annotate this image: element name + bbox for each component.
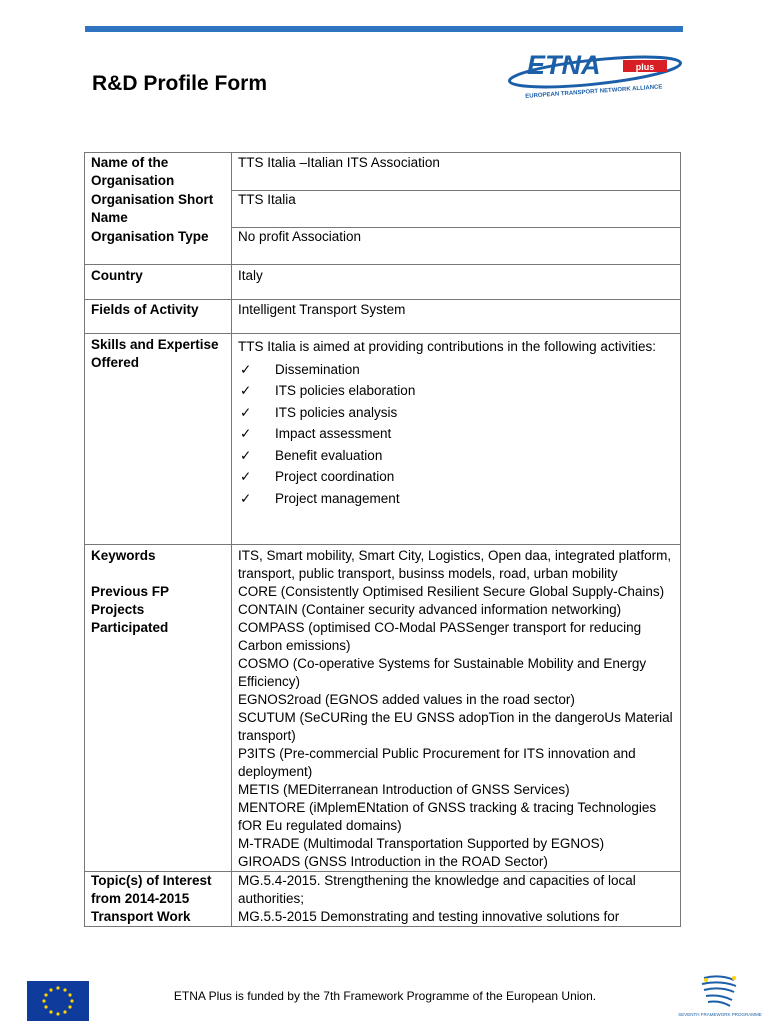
short-name-label: Organisation Short Name bbox=[85, 191, 232, 228]
profile-form-table bbox=[84, 152, 681, 927]
topics-value bbox=[232, 871, 681, 926]
skill-text: ITS policies elaboration bbox=[275, 383, 416, 398]
skill-text: Impact assessment bbox=[275, 426, 392, 441]
list-item bbox=[238, 488, 674, 510]
skill-text: Project management bbox=[275, 490, 400, 506]
country-value: Italy bbox=[232, 264, 681, 299]
project-entry: METIS (MEDiterranean Introduction of GNSS Services) bbox=[238, 781, 570, 797]
top-accent-bar bbox=[85, 26, 683, 32]
logo-subtitle: EUROPEAN TRANSPORT NETWORK ALLIANCE bbox=[525, 84, 663, 100]
page-title: R&D Profile Form bbox=[92, 72, 268, 95]
org-name-label: Name of the Organisation bbox=[85, 153, 232, 191]
project-entry: COMPASS (optimised CO-Modal PASSenger transport for reducing Carbon emissions) bbox=[238, 619, 642, 653]
project-entry: MENTORE (iMplemENtation of GNSS tracking & tracing Technologies fOR Eu regulated domains) bbox=[238, 799, 657, 833]
project-entry: P3ITS (Pre-commercial Public Procurement for ITS innovation and deployment) bbox=[238, 745, 636, 779]
org-name-value: TTS Italia –Italian ITS Association bbox=[232, 153, 681, 191]
checkmark-icon: ✓ bbox=[240, 447, 252, 463]
list-item bbox=[238, 359, 674, 381]
logo-plus-text: plus bbox=[635, 62, 655, 72]
country-label: Country bbox=[85, 264, 232, 299]
list-item bbox=[238, 445, 674, 467]
topics-label: Topic(s) of Interest from 2014-2015 Transport Work bbox=[85, 871, 232, 926]
row-organisation-name bbox=[85, 153, 681, 191]
project-entry: CONTAIN (Container security advanced information networking) bbox=[238, 601, 622, 617]
skill-text: ITS policies analysis bbox=[275, 404, 398, 420]
project-entry: CORE (Consistently Optimised Resilient Secure Global Supply-Chains) bbox=[238, 583, 665, 599]
fp7-logo-icon bbox=[678, 972, 762, 1024]
skill-text: Dissemination bbox=[275, 361, 360, 377]
topic-entry: MG.5.5-2015 Demonstrating and testing innovative solutions for bbox=[238, 908, 620, 924]
fields-label: Fields of Activity bbox=[85, 299, 232, 333]
checkmark-icon: ✓ bbox=[240, 383, 252, 398]
skills-intro: TTS Italia is aimed at providing contributions in the following activities: bbox=[238, 338, 656, 354]
topic-entry: MG.5.4-2015. Strengthening the knowledge and capacities of local authorities; bbox=[238, 872, 636, 906]
organisation-group bbox=[85, 153, 681, 265]
checkmark-icon: ✓ bbox=[240, 469, 252, 484]
project-entry: EGNOS2road (EGNOS added values in the road sector) bbox=[238, 691, 575, 707]
row-organisation-type bbox=[85, 228, 681, 265]
skill-text: Benefit evaluation bbox=[275, 447, 383, 463]
list-item bbox=[238, 423, 674, 445]
org-type-label: Organisation Type bbox=[85, 228, 232, 265]
etna-plus-logo bbox=[505, 44, 685, 100]
keywords-value: ITS, Smart mobility, Smart City, Logistics, Open daa, integrated platform, transport, public transport, businss models, road, urban mobility bbox=[232, 544, 681, 583]
checkmark-icon: ✓ bbox=[240, 404, 252, 420]
project-entry: COSMO (Co-operative Systems for Sustainable Mobility and Energy Efficiency) bbox=[238, 655, 647, 689]
fields-value: Intelligent Transport System bbox=[232, 299, 681, 333]
short-name-value: TTS Italia bbox=[232, 191, 681, 228]
row-skills-expertise bbox=[85, 333, 681, 544]
skills-label: Skills and Expertise Offered bbox=[85, 333, 232, 544]
project-entry: GIROADS (GNSS Introduction in the ROAD Sector) bbox=[238, 853, 548, 869]
row-country bbox=[85, 264, 681, 299]
list-item bbox=[238, 380, 674, 402]
checkmark-icon: ✓ bbox=[240, 490, 252, 506]
project-entry: M-TRADE (Multimodal Transportation Supported by EGNOS) bbox=[238, 835, 605, 851]
list-item bbox=[238, 402, 674, 424]
row-topics-of-interest bbox=[85, 871, 681, 926]
projects-value bbox=[232, 583, 681, 872]
project-entry: SCUTUM (SeCURing the EU GNSS adopTion in the dangeroUs Material transport) bbox=[238, 709, 673, 743]
fp7-label: SEVENTH FRAMEWORK PROGRAMME bbox=[678, 1012, 762, 1017]
row-organisation-short-name bbox=[85, 191, 681, 228]
row-previous-projects bbox=[85, 583, 681, 872]
checkmark-icon: ✓ bbox=[240, 361, 252, 377]
footer-funding-text: ETNA Plus is funded by the 7th Framework Programme of the European Union. bbox=[173, 989, 597, 1003]
org-type-value: No profit Association bbox=[232, 228, 681, 265]
logo-etna-text: ETNA bbox=[527, 50, 601, 80]
checkmark-icon: ✓ bbox=[240, 426, 252, 441]
skill-text: Project coordination bbox=[275, 469, 395, 484]
skills-value bbox=[232, 333, 681, 544]
row-fields-of-activity bbox=[85, 299, 681, 333]
skills-checklist bbox=[238, 359, 674, 510]
projects-label: Previous FP Projects Participated bbox=[85, 583, 232, 872]
row-keywords bbox=[85, 544, 681, 583]
keywords-label: Keywords bbox=[85, 544, 232, 583]
projects-group bbox=[85, 544, 681, 926]
list-item bbox=[238, 466, 674, 488]
